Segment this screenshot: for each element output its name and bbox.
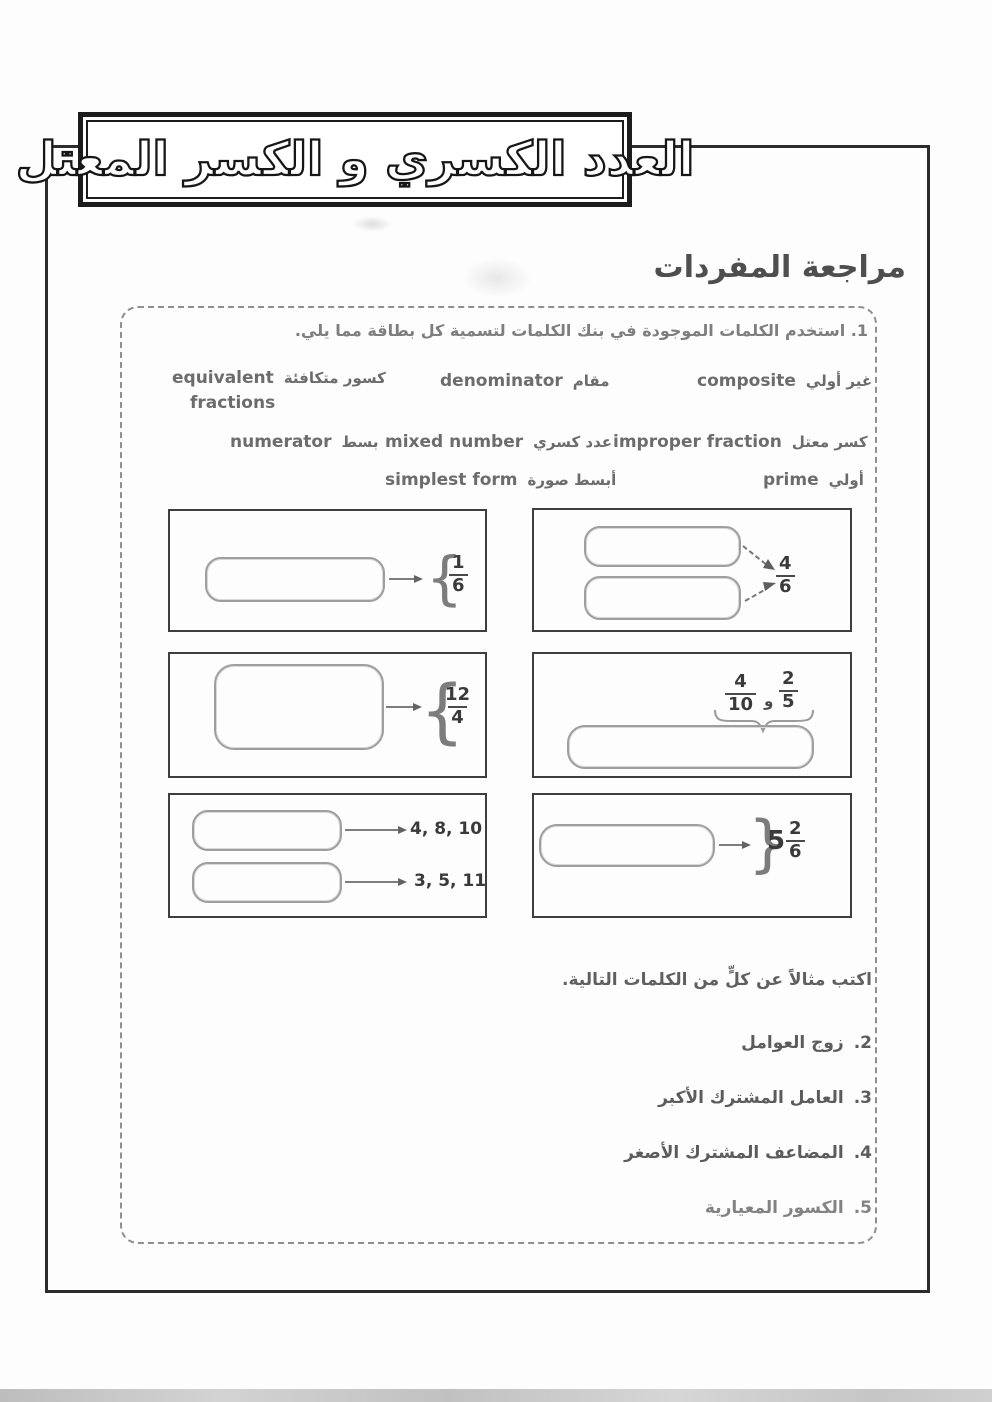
fraction-1-6 [449, 553, 468, 596]
term-ar: كسر معتل [791, 433, 868, 451]
fraction-numerator: 4 [734, 671, 747, 692]
card-numerator-denominator [532, 508, 852, 632]
page-title: العدد الكسري و الكسر المعتل [15, 132, 695, 187]
term-en: denominator [440, 371, 563, 391]
arrow-icon [345, 881, 399, 883]
question-number: 4. [853, 1143, 872, 1163]
question-label: العامل المشترك الأكبر [658, 1088, 844, 1108]
term-en: simplest form [385, 470, 518, 490]
term-mixed-number [385, 430, 612, 455]
card-denominator [168, 509, 487, 632]
term-prime [763, 468, 864, 493]
fraction-denominator: 5 [779, 690, 798, 713]
answer-slot [539, 824, 715, 867]
title-box [15, 112, 695, 207]
question-label: الكسور المعيارية [704, 1198, 844, 1218]
fraction-denominator: 6 [449, 574, 468, 597]
term-ar: مقام [572, 372, 610, 390]
term-en: prime [763, 470, 819, 490]
fraction-numerator: 4 [779, 553, 792, 574]
term-en: improper fraction [613, 432, 782, 452]
question-number: 5. [853, 1198, 872, 1218]
question-gcf [658, 1088, 872, 1108]
fraction-12-4 [442, 685, 473, 728]
card-improper-fraction [168, 652, 487, 778]
term-en: fractions [190, 392, 276, 413]
fraction-numerator: 2 [789, 818, 802, 839]
term-equivalent-fractions [172, 366, 386, 415]
term-ar: غير أولي [805, 372, 873, 390]
scan-artifact-strip [0, 1389, 992, 1402]
answer-slot [205, 557, 385, 602]
card-composite-prime [168, 793, 487, 918]
term-en: numerator [230, 432, 332, 452]
term-composite [697, 369, 872, 394]
term-en: composite [697, 371, 796, 391]
term-simplest-form [385, 468, 616, 493]
fraction-numerator: 12 [445, 684, 471, 705]
fraction-2-6 [786, 819, 805, 862]
question-factor-pair [741, 1033, 872, 1053]
questions-intro: اكتب مثالاً عن كلٍّ من الكلمات التالية. [562, 970, 872, 990]
term-en: equivalent [172, 368, 274, 388]
answer-slot [214, 664, 384, 750]
arrow-icon [719, 844, 743, 846]
scan-smudge [352, 216, 392, 232]
conjunction-text: و [764, 692, 774, 710]
fraction-4-6 [776, 554, 795, 597]
number-list: 4, 8, 10 [410, 819, 483, 839]
title-inner-frame [15, 120, 695, 199]
fraction-denominator: 6 [776, 575, 795, 598]
arrow-icon [345, 829, 399, 831]
question-benchmark-fractions [705, 1198, 872, 1218]
term-numerator [230, 430, 378, 455]
term-ar: بسط [341, 433, 379, 451]
term-ar: عدد كسري [533, 433, 613, 451]
scan-smudge [462, 258, 532, 298]
answer-slot [192, 862, 342, 903]
instruction-text: 1. استخدم الكلمات الموجودة في بنك الكلمات لتسمية كل بطاقة مما يلي. [294, 321, 868, 340]
arrows-icon [534, 510, 854, 634]
term-ar: كسور متكافئة [283, 369, 386, 387]
card-equivalent-fractions [532, 652, 852, 778]
question-number: 3. [853, 1088, 872, 1108]
fraction-denominator: 4 [448, 706, 467, 729]
question-label: زوج العوامل [741, 1033, 844, 1053]
term-en: mixed number [385, 432, 524, 452]
number-list: 3, 5, 11 [414, 871, 487, 891]
fraction-2-5 [779, 669, 798, 712]
question-lcm [624, 1143, 872, 1163]
fraction-numerator: 1 [452, 552, 465, 573]
fraction-denominator: 10 [725, 693, 756, 716]
fraction-denominator: 6 [786, 840, 805, 863]
term-improper-fraction [613, 430, 868, 455]
answer-slot [192, 810, 342, 851]
term-denominator [440, 369, 610, 394]
question-label: المضاعف المشترك الأصغر [624, 1143, 844, 1163]
answer-slot [567, 725, 814, 769]
section-heading: مراجعة المفردات [653, 250, 906, 285]
term-ar: أبسط صورة [527, 471, 617, 489]
card-mixed-number [532, 793, 852, 918]
arrow-icon [386, 706, 414, 708]
arrow-icon [389, 578, 415, 580]
mixed-whole-number: 5 [767, 826, 786, 856]
question-number: 2. [853, 1033, 872, 1053]
fraction-numerator: 2 [782, 668, 795, 689]
term-ar: أولي [828, 471, 864, 489]
